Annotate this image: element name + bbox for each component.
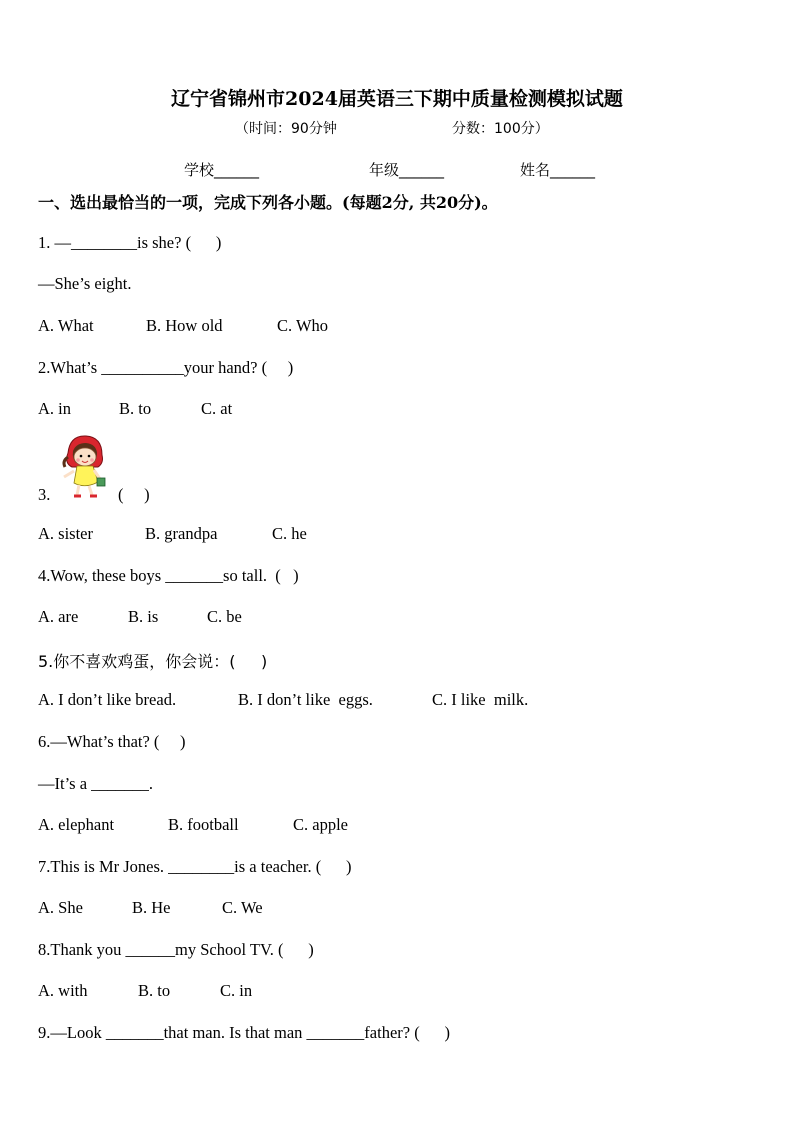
q3-option-a[interactable]: A. sister	[38, 524, 93, 543]
q4-option-b[interactable]: B. is	[128, 607, 159, 626]
question-5: 5.你不喜欢鸡蛋，你会说：( )	[38, 652, 268, 671]
q5-option-b[interactable]: B. I don’t like eggs.	[238, 690, 373, 709]
q1-option-c[interactable]: C. Who	[277, 316, 329, 335]
question-6-reply: —It’s a _______.	[38, 774, 154, 793]
question-2: 2.What’s __________your hand? ( )	[38, 358, 294, 377]
grade-field[interactable]: 年级______	[369, 161, 445, 179]
q1-option-b[interactable]: B. How old	[146, 316, 223, 335]
question-3-number: 3.	[38, 485, 51, 504]
name-field[interactable]: 姓名______	[520, 161, 596, 179]
question-1: 1. —________is she? ( )	[38, 233, 222, 252]
q6-option-a[interactable]: A. elephant	[38, 815, 115, 834]
question-9: 9.—Look _______that man. Is that man _______father? ( )	[38, 1023, 450, 1042]
q1-option-a[interactable]: A. What	[38, 316, 94, 335]
question-7: 7.This is Mr Jones. ________is a teacher. ( )	[38, 857, 352, 876]
q3-option-c[interactable]: C. he	[272, 524, 307, 543]
q7-option-c[interactable]: C. We	[222, 898, 263, 917]
q7-option-b[interactable]: B. He	[132, 898, 171, 917]
q8-option-b[interactable]: B. to	[138, 981, 171, 1000]
question-1-reply: —She’s eight.	[38, 274, 132, 293]
q4-option-c[interactable]: C. be	[207, 607, 242, 626]
q2-option-c[interactable]: C. at	[201, 399, 233, 418]
section-heading: 一、选出最恰当的一项，完成下列各小题。(每题2分, 共20分)。	[38, 193, 498, 212]
exam-score: 分数：100分）	[452, 121, 549, 137]
exam-time: （时间：90分钟	[235, 121, 337, 137]
q6-option-b[interactable]: B. football	[168, 815, 239, 834]
q4-option-a[interactable]: A. are	[38, 607, 79, 626]
school-field[interactable]: 学校______	[184, 161, 260, 179]
q2-option-a[interactable]: A. in	[38, 399, 71, 418]
q5-option-a[interactable]: A. I don’t like bread.	[38, 690, 177, 709]
question-3-answer-paren: ( )	[118, 485, 150, 504]
question-6: 6.—What’s that? ( )	[38, 732, 186, 751]
q5-option-c[interactable]: C. I like milk.	[432, 690, 529, 709]
q2-option-b[interactable]: B. to	[119, 399, 152, 418]
page-title: 辽宁省锦州市2024届英语三下期中质量检测模拟试题	[171, 88, 623, 110]
q8-option-a[interactable]: A. with	[38, 981, 88, 1000]
q6-option-c[interactable]: C. apple	[293, 815, 348, 834]
question-8: 8.Thank you ______my School TV. ( )	[38, 940, 314, 959]
question-4: 4.Wow, these boys _______so tall. ( )	[38, 566, 299, 585]
q7-option-a[interactable]: A. She	[38, 898, 83, 917]
q8-option-c[interactable]: C. in	[220, 981, 253, 1000]
q3-option-b[interactable]: B. grandpa	[145, 524, 218, 543]
girl-with-red-hood-icon	[50, 433, 114, 501]
